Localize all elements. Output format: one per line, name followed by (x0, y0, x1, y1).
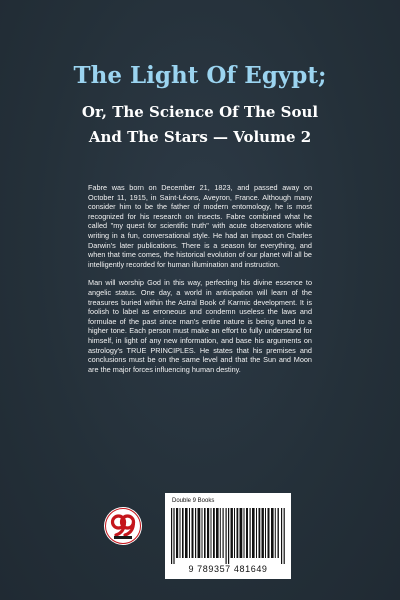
barcode-publisher-name: Double 9 Books (172, 498, 215, 504)
isbn-number: 9 789357 481649 (188, 564, 268, 574)
book-title: The Light Of Egypt; (73, 62, 327, 89)
subtitle-line-2: And The Stars — Volume 2 (88, 128, 312, 146)
double9-books-logo-icon (104, 507, 142, 545)
subtitle-line-1: Or, The Science Of The Soul (81, 103, 319, 121)
barcode-panel (165, 493, 291, 579)
barcode-icon (171, 508, 285, 564)
blurb-paragraph-1: Fabre was born on December 21, 1823, and passed away on October 11, 1915, in Saint-Léons, Aveyron, France. Although many consider him to be the father of modern entomology, he is most recognized for his research on insects. Fabre combined what he called "my quest for scientific truth" with acute observations while writing in a fun, conversational style. He had an impact on Charles Darwin's later publications. There is a season for everything, and when that time comes, the historical evolution of our planet will all be intelligently recorded for human illumination and instruction. (88, 183, 312, 269)
blurb-paragraph-2: Man will worship God in this way, perfecting his divine essence to angelic status. One day, a world in anticipation will learn of the treasures buried within the Astral Book of Karmic development. It is foolish to label as erroneous and condemn useless the laws and formulae of the past since man's entire nature is being tuned to a higher tone. Each person must make an effort to fully understand for himself, in light of any new information, and base his arguments on astrology's TRUE PRINCIPLES. He states that his premises and conclusions must be on the same level and that the Sun and Moon are the major forces influencing human destiny. (88, 278, 312, 374)
blurb (88, 183, 312, 383)
book-subtitle (0, 100, 400, 150)
